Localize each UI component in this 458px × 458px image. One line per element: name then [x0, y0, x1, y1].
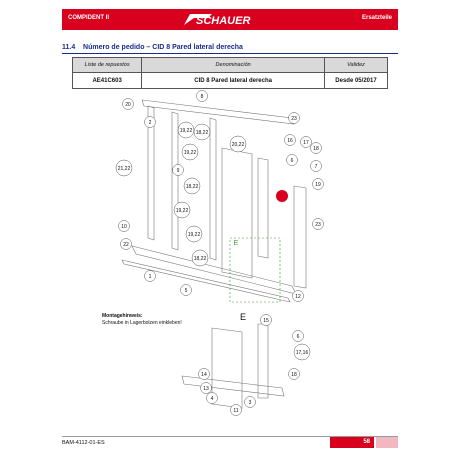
callout-label: 19,22	[187, 231, 201, 238]
footer-doc-id: BAM-4112-01-ES	[62, 440, 105, 446]
section-divider	[62, 53, 398, 54]
callout-label: 22	[123, 241, 129, 248]
parts-table	[72, 57, 388, 89]
section-name: Número de pedido – CID 8 Pared lateral derecha	[83, 44, 243, 51]
callout-label: 19,22	[179, 127, 193, 134]
callout-label: 4	[210, 395, 214, 402]
col-name: Denominación	[142, 58, 325, 73]
callout-label: 17,16	[295, 349, 309, 356]
callout-label: 19,22	[175, 207, 189, 214]
callout-label: 23	[291, 115, 297, 122]
callout-label: 1	[148, 273, 152, 280]
callout-label: 17	[303, 139, 309, 146]
callout-label: 9	[176, 167, 180, 174]
callout-labels	[116, 91, 324, 416]
exploded-drawing	[62, 88, 398, 418]
callout-label: 20	[125, 101, 131, 108]
callout-label: 6	[296, 333, 300, 340]
cell-name: CID 8 Pared lateral derecha	[142, 73, 325, 89]
callout-label: 10	[121, 223, 127, 230]
callout-label: 15	[263, 317, 269, 324]
callout-label: 18,22	[185, 183, 199, 190]
header-section: Ersatzteile	[361, 15, 392, 21]
header-bar	[62, 9, 398, 30]
callout-label: 20,22	[231, 141, 245, 148]
callout-label: 3	[248, 399, 252, 406]
callout-label: 21,22	[117, 165, 131, 172]
callout-label: 19	[315, 181, 321, 188]
detail-letter: E	[240, 312, 247, 322]
callout-label: 18	[291, 371, 297, 378]
callout-label: 8	[200, 93, 204, 100]
callout-label: E	[233, 239, 239, 247]
callout-label: 18,22	[195, 129, 209, 136]
section-title	[62, 44, 243, 51]
mount-title: Montagehinweis:	[102, 313, 143, 319]
cell-list: AE41C603	[73, 73, 142, 89]
callout-label: 19,22	[183, 149, 197, 156]
callout-label: 16	[287, 137, 293, 144]
callout-label: 12	[295, 293, 301, 300]
page-number: 58	[363, 439, 370, 445]
cell-validity: Desde 05/2017	[324, 73, 387, 89]
callout-label: 7	[314, 163, 318, 170]
col-list: Liste de repuestos	[73, 58, 142, 73]
callout-label: 6	[290, 157, 294, 164]
col-validity: Validez	[324, 58, 387, 73]
header-product: COMPIDENT II	[68, 15, 110, 21]
mount-text: Schraube in Lagerbolzen einkleben!	[102, 320, 182, 326]
callout-label: 18	[313, 145, 319, 152]
callout-label: 23	[315, 221, 321, 228]
callout-label: 13	[203, 385, 209, 392]
footer-accent	[376, 437, 398, 448]
callout-label: 11	[233, 407, 239, 414]
highlight-7-marker	[276, 190, 288, 202]
callout-label: 2	[148, 119, 152, 126]
page-number-box	[330, 437, 374, 448]
callout-label: 5	[184, 287, 188, 294]
callout-label: 14	[201, 371, 207, 378]
schauer-logo	[182, 12, 278, 27]
brand-text: SCHAUER	[196, 15, 251, 27]
callout-label: 18,22	[193, 255, 207, 262]
section-number: 11.4	[62, 44, 76, 51]
